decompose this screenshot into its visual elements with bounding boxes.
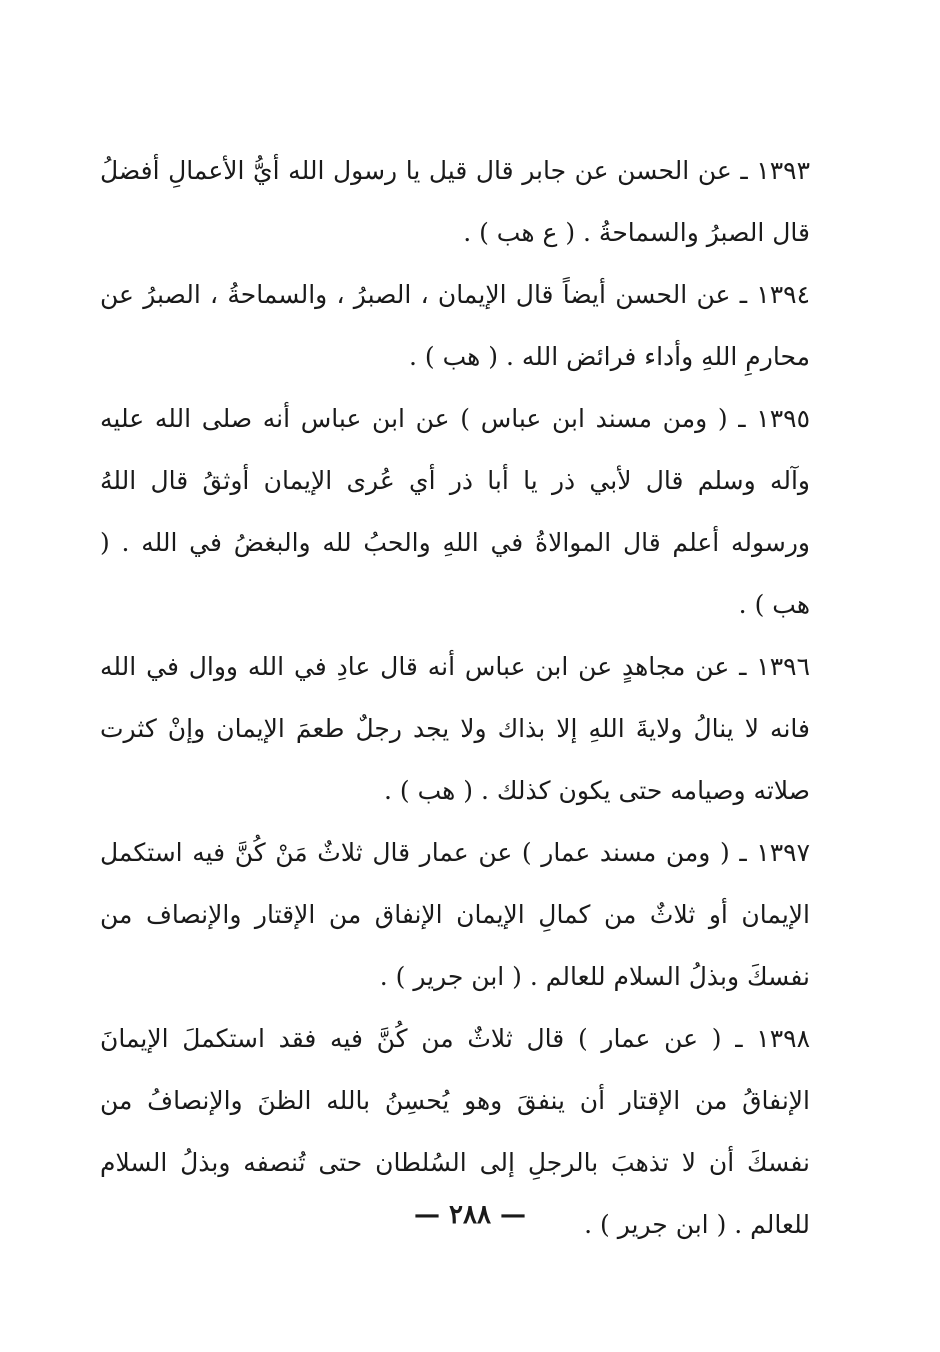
hadith-text-block <box>100 140 810 1256</box>
hadith-paragraph-1393: ١٣٩٣ ـ عن الحسن عن جابر قال قيل يا رسول الله أيُّ الأعمالِ أفضلُ قال الصبرُ والسماحةُ . ( ع هب ) . <box>100 156 810 247</box>
hadith-paragraph-1397: ١٣٩٧ ـ ( ومن مسند عمار ) عن عمار قال ثلاثٌ مَنْ كُنَّ فيه استكمل الإيمان أو ثلاثٌ من كمالِ الإيمان الإنفاق من الإقتار والإنصاف من نفسكَ وبذلُ السلام للعالم . ( ابن جرير ) . <box>100 838 810 991</box>
hadith-paragraph-1396: ١٣٩٦ ـ عن مجاهدٍ عن ابن عباس أنه قال عادِ في الله ووال في الله فانه لا ينالُ ولايةَ اللهِ إلا بذاك ولا يجد رجلٌ طعمَ الإيمان وإنْ كثرت صلاته وصيامه حتى يكون كذلك . ( هب ) . <box>100 652 810 805</box>
hadith-paragraph-1394: ١٣٩٤ ـ عن الحسن أيضاً قال الإيمان ، الصبرُ ، والسماحةُ ، الصبرُ عن محارمِ اللهِ وأداء فرائض الله . ( هب ) . <box>100 280 810 371</box>
page-number: — ٢٨٨ — <box>413 1200 527 1230</box>
hadith-paragraph-1398: ١٣٩٨ ـ ( عن عمار ) قال ثلاثٌ من كُنَّ فيه فقد استكملَ الإيمانَ الإنفاقُ من الإقتار أن ينفقَ وهو يُحسِنُ بالله الظنَ والإنصافُ من نفسكَ أن لا تذهبَ بالرجلِ إلى السُلطان حتى تُنصفه وبذلُ السلام للعالم . ( ابن جرير ) . <box>100 1024 810 1239</box>
hadith-paragraph-1395: ١٣٩٥ ـ ( ومن مسند ابن عباس ) عن ابن عباس أنه صلى الله عليه وآله وسلم قال لأبي ذر يا أبا ذر أي عُرى الإيمان أوثقُ قال اللهُ ورسوله أعلم قال الموالاةُ في اللهِ والحبُ لله والبغضُ في الله . ( هب ) . <box>100 404 810 619</box>
